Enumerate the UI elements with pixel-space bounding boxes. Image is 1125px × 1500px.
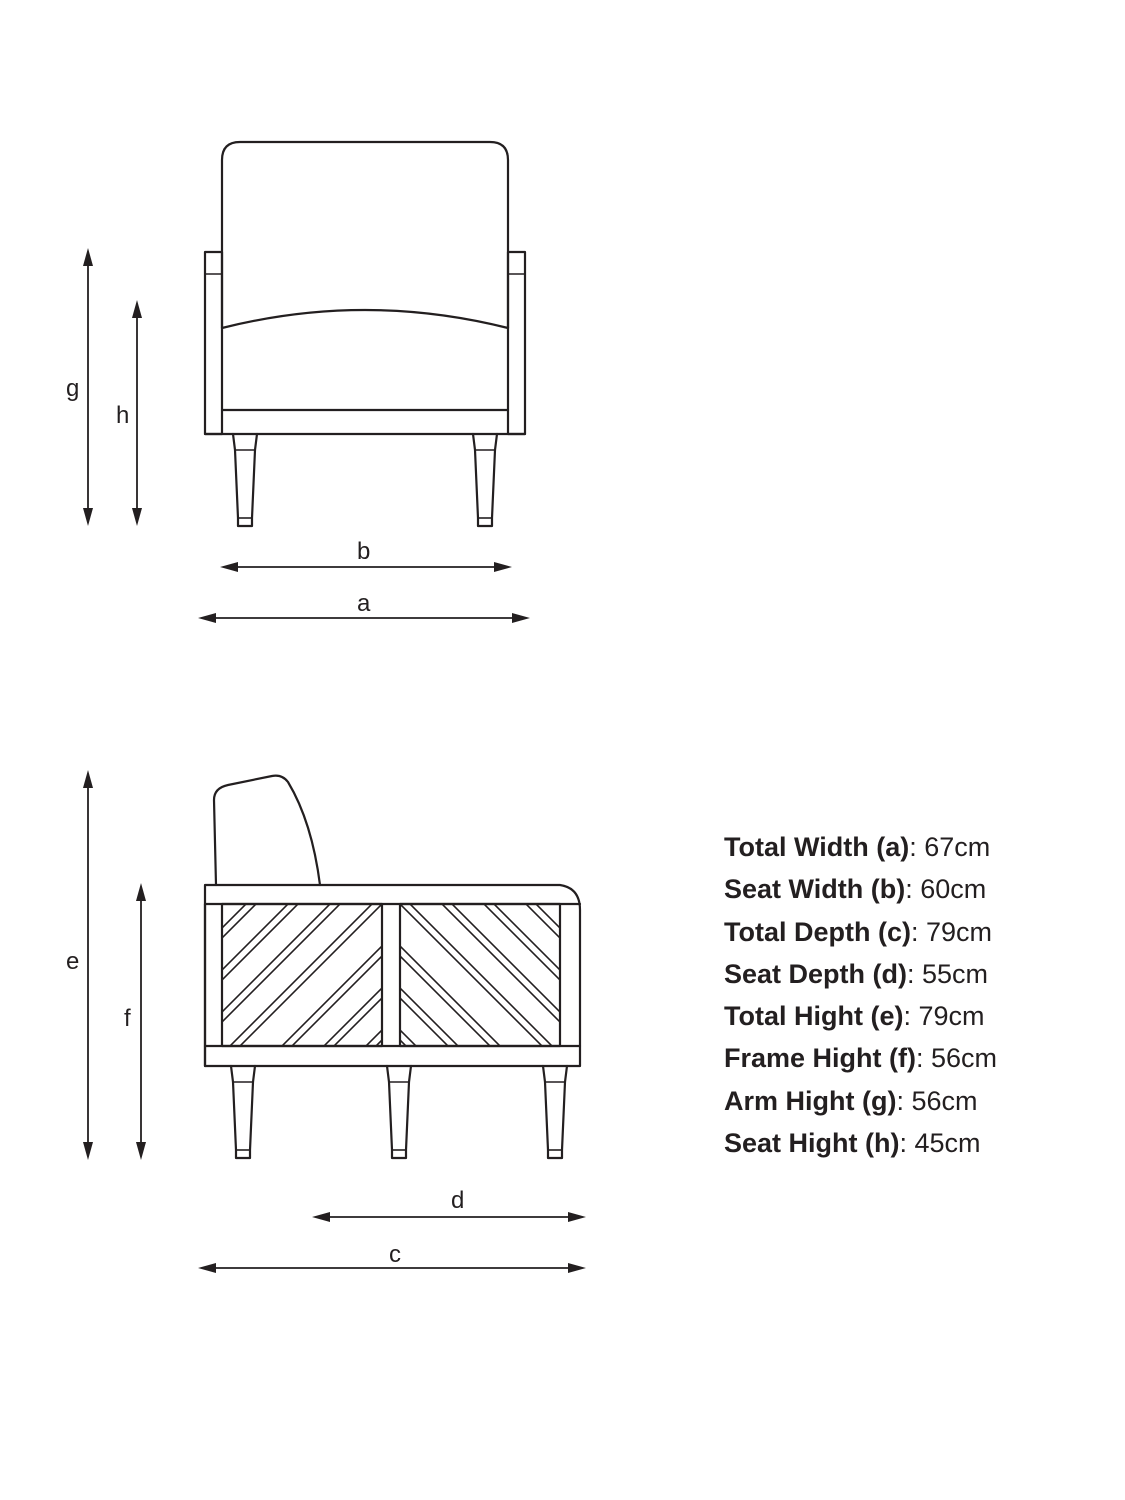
side-middle-leg xyxy=(387,1066,411,1158)
front-right-leg xyxy=(473,434,497,526)
label-f: f xyxy=(124,1005,131,1032)
spec-value: : 79cm xyxy=(903,1001,985,1032)
spec-value: : 55cm xyxy=(907,958,989,989)
side-right-leg xyxy=(543,1066,567,1158)
front-left-arm xyxy=(205,252,222,434)
front-seat-cushion xyxy=(222,310,508,328)
side-right-slats xyxy=(274,904,560,1074)
spec-row xyxy=(724,826,997,868)
spec-name: Total Hight (e) xyxy=(724,1001,904,1032)
spec-value: : 56cm xyxy=(896,1085,978,1116)
label-d: d xyxy=(451,1187,465,1214)
label-h: h xyxy=(116,402,130,429)
spec-name: Seat Width (b) xyxy=(724,874,906,905)
label-a: a xyxy=(357,590,371,617)
spec-row xyxy=(724,1122,997,1164)
spec-name: Seat Hight (h) xyxy=(724,1128,900,1159)
spec-row xyxy=(724,1080,997,1122)
dimension-g xyxy=(66,248,93,526)
spec-row xyxy=(724,953,997,995)
dimension-f xyxy=(124,883,146,1160)
chair-side-view xyxy=(205,776,580,1158)
chair-front-view xyxy=(205,142,525,526)
spec-row xyxy=(724,995,997,1037)
front-backrest xyxy=(222,142,508,328)
spec-row xyxy=(724,911,997,953)
spec-value: : 79cm xyxy=(910,916,993,947)
side-left-slats xyxy=(222,904,508,1074)
dimension-a xyxy=(198,590,530,623)
spec-name: Arm Hight (g) xyxy=(724,1085,897,1116)
dimensions-list xyxy=(724,826,997,1164)
label-e: e xyxy=(66,948,80,975)
spec-name: Total Depth (c) xyxy=(724,916,911,947)
spec-name: Seat Depth (d) xyxy=(724,958,908,989)
side-left-leg xyxy=(231,1066,255,1158)
front-left-leg xyxy=(233,434,257,526)
spec-value: : 56cm xyxy=(916,1043,998,1074)
spec-value: : 67cm xyxy=(909,832,991,862)
dimension-e xyxy=(66,770,93,1160)
side-back-cushion xyxy=(214,776,320,885)
label-b: b xyxy=(357,538,371,565)
spec-row xyxy=(724,1037,997,1079)
label-g: g xyxy=(66,375,80,402)
spec-name: Total Width (a) xyxy=(724,832,910,862)
spec-row xyxy=(724,868,997,910)
spec-value: : 60cm xyxy=(905,874,987,905)
spec-value: : 45cm xyxy=(899,1128,981,1159)
label-c: c xyxy=(389,1241,401,1268)
dimension-b xyxy=(220,538,512,572)
front-right-arm xyxy=(508,252,525,434)
spec-name: Frame Hight (f) xyxy=(724,1043,916,1074)
dimension-c xyxy=(198,1241,586,1273)
dimension-h xyxy=(116,300,142,526)
dimension-d xyxy=(312,1187,586,1222)
